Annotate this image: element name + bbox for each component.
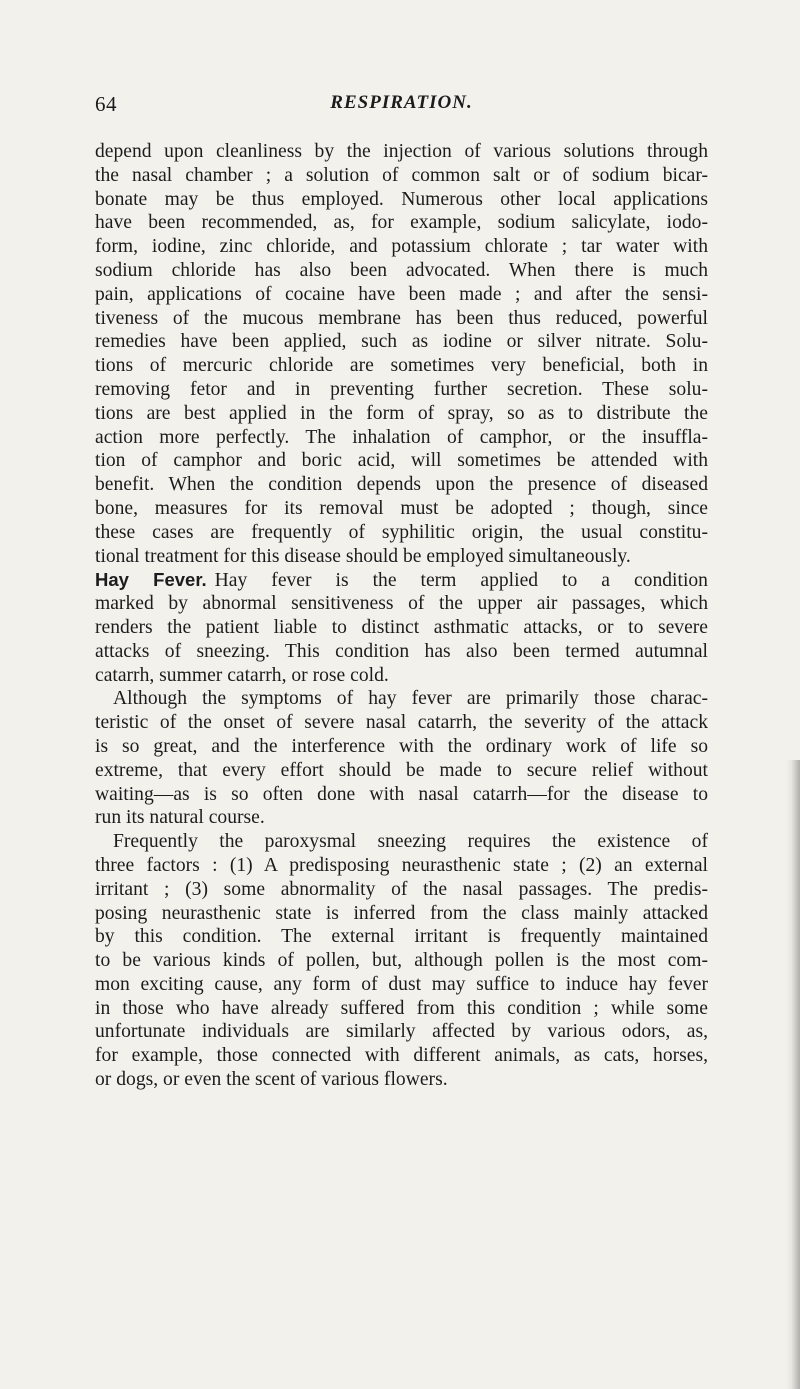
text-line: in those who have already suffered from this condition ; while some [95, 997, 708, 1019]
text-line: sodium chloride has also been advocated. When there is much [95, 259, 708, 281]
section-line [95, 568, 708, 592]
text-line: Frequently the paroxysmal sneezing requires the existence of [113, 831, 708, 853]
text-line: catarrh, summer catarrh, or rose cold. [95, 664, 389, 686]
text-line: Hay fever is the term applied to a condition [214, 570, 708, 592]
text-line: run its natural course. [95, 807, 265, 829]
text-line: tion of camphor and boric acid, will sometimes be attended with [95, 450, 708, 472]
text-line: benefit. When the condition depends upon the presence of diseased [95, 474, 708, 496]
text-line: for example, those connected with different animals, as cats, horses, [95, 1045, 708, 1067]
text-line: to be various kinds of pollen, but, although pollen is the most com- [95, 950, 708, 972]
text-line: tions are best applied in the form of spray, so as to distribute the [95, 402, 708, 424]
text-line: removing fetor and in preventing further secretion. These solu- [95, 378, 708, 400]
text-line: these cases are frequently of syphilitic origin, the usual constitu- [95, 521, 708, 543]
text-line: bone, measures for its removal must be adopted ; though, since [95, 497, 708, 519]
text-line: form, iodine, zinc chloride, and potassium chlorate ; tar water with [95, 236, 708, 258]
text-line: irritant ; (3) some abnormality of the nasal passages. The predis- [95, 878, 708, 900]
body-text [95, 140, 708, 1092]
text-line: is so great, and the interference with the ordinary work of life so [95, 735, 708, 757]
text-line: pain, applications of cocaine have been made ; and after the sensi- [95, 283, 708, 305]
text-line: marked by abnormal sensitiveness of the upper air passages, which [95, 593, 708, 615]
text-line: attacks of sneezing. This condition has also been termed autumnal [95, 640, 708, 662]
text-line: extreme, that every effort should be made to secure relief without [95, 759, 708, 781]
text-line: action more perfectly. The inhalation of camphor, or the insuffla- [95, 426, 708, 448]
text-line: remedies have been applied, such as iodine or silver nitrate. Solu- [95, 331, 708, 353]
text-line: have been recommended, as, for example, sodium salicylate, iodo- [95, 212, 708, 234]
text-line: tiveness of the mucous membrane has been thus reduced, powerful [95, 307, 708, 329]
text-line: by this condition. The external irritant is frequently maintained [95, 926, 708, 948]
page-header [95, 92, 708, 122]
text-line: renders the patient liable to distinct asthmatic attacks, or to severe [95, 616, 708, 638]
text-line: posing neurasthenic state is inferred from the class mainly attacked [95, 902, 708, 924]
text-line: depend upon cleanliness by the injection of various solutions through [95, 141, 708, 162]
text-line: or dogs, or even the scent of various flowers. [95, 1069, 448, 1091]
text-line: bonate may be thus employed. Numerous other local applications [95, 188, 708, 210]
text-line: tional treatment for this disease should be employed simultaneously. [95, 545, 631, 567]
text-line: unfortunate individuals are similarly affected by various odors, as, [95, 1021, 708, 1043]
text-line: waiting—as is so often done with nasal catarrh—for the disease to [95, 783, 708, 805]
running-head: RESPIRATION. [330, 92, 473, 113]
page-edge-shadow [786, 760, 800, 1389]
text-line: three factors : (1) A predisposing neurasthenic state ; (2) an external [95, 854, 708, 876]
section-heading: Hay Fever. [95, 569, 207, 591]
text-line: mon exciting cause, any form of dust may suffice to induce hay fever [95, 973, 708, 995]
text-line: teristic of the onset of severe nasal catarrh, the severity of the attack [95, 712, 708, 734]
text-line: Although the symptoms of hay fever are primarily those charac- [113, 688, 708, 710]
text-line: tions of mercuric chloride are sometimes very beneficial, both in [95, 355, 708, 377]
page-number: 64 [95, 92, 117, 116]
text-line: the nasal chamber ; a solution of common salt or of sodium bicar- [95, 164, 708, 186]
